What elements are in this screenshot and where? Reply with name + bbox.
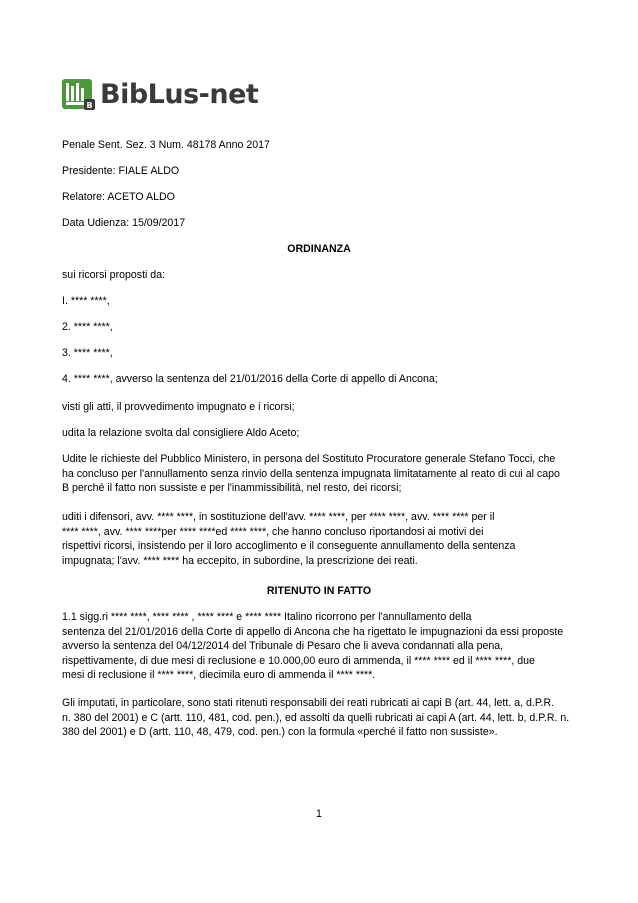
text-line: n. 380 del 2001) e C (artt. 110, 481, cod. pen.), ed assolti da quelli rubricati ai capi A (art. 44, lett. b, d.P.R. n.: [62, 711, 570, 724]
logo-wordmark: [100, 78, 259, 110]
logo-text-biblus: BibLus: [100, 78, 199, 110]
text-line: uditi i difensori, avv. **** ****, in sostituzione dell'avv. **** ****, per **** ****, avv. **** **** per il: [62, 511, 495, 523]
text-line: 380 del 2001) e D (artt. 110, 48, 479, cod. pen.) con la formula «perché il fatto non sussiste».: [62, 726, 498, 739]
sentence-reference: Penale Sent. Sez. 3 Num. 48178 Anno 2017: [62, 139, 270, 151]
paragraph-udita: udita la relazione svolta dal consigliere Aldo Aceto;: [62, 427, 300, 439]
paragraph-1-1: [62, 610, 576, 683]
text-line: Udite le richieste del Pubblico Ministero, in persona del Sostituto Procuratore generale Stefano Tocci, che: [62, 453, 556, 465]
page-number: 1: [316, 808, 322, 820]
appellant-3: 3. **** ****,: [62, 347, 113, 359]
text-line: avverso la sentenza del 04/12/2014 del Tribunale di Pesaro che li aveva condannati alla pena,: [62, 640, 504, 653]
text-line: ha concluso per l'annullamento senza rinvio della sentenza impugnata limitatamente al reato di cui al capo: [62, 467, 560, 480]
text-line: 1.1 sigg.ri **** ****, **** **** , **** **** e **** **** Italino ricorrono per l'annullamento della: [62, 611, 472, 623]
text-line: impugnata; l'avv. **** **** ha eccepito, in subordine, la prescrizione dei reati.: [62, 554, 418, 567]
biblus-logo: [62, 76, 258, 112]
text-line: sentenza del 21/01/2016 della Corte di appello di Ancona che ha rigettato le impugnazioni da essi proposte: [62, 625, 564, 638]
appellant-4: 4. **** ****, avverso la sentenza del 21/01/2016 della Corte di appello di Ancona;: [62, 373, 438, 385]
text-line: mesi di reclusione il **** ****, diecimila euro di ammenda il **** ****.: [62, 669, 376, 682]
text-line: B perché il fatto non sussiste e per l'inammissibilità, nel resto, dei ricorsi;: [62, 482, 402, 495]
president-line: Presidente: FIALE ALDO: [62, 165, 180, 177]
paragraph-visti: visti gli atti, il provvedimento impugnato e i ricorsi;: [62, 401, 295, 413]
paragraph-imputati: [62, 696, 576, 740]
intro-line: sui ricorsi proposti da:: [62, 269, 166, 281]
section-title-ritenuto: RITENUTO IN FATTO: [266, 585, 372, 597]
text-line: **** ****, avv. **** ****per **** ****ed **** ****, che hanno concluso riportandosi ai motivi dei: [62, 525, 484, 538]
paragraph-uditi: [62, 510, 576, 568]
section-title-ordinanza: ORDINANZA: [287, 243, 351, 255]
logo-text-net: -net: [198, 78, 259, 110]
appellant-2: 2. **** ****,: [62, 321, 113, 333]
appellant-1: I. **** ****,: [62, 295, 110, 307]
svg-text:B: B: [86, 101, 93, 110]
rapporteur-line: Relatore: ACETO ALDO: [62, 191, 175, 203]
paragraph-udite: [62, 452, 576, 496]
hearing-date-line: Data Udienza: 15/09/2017: [62, 217, 186, 229]
text-line: rispettivi ricorsi, insistendo per il loro accoglimento e il conseguente annullamento della sentenza: [62, 540, 516, 553]
text-line: rispettivamente, di due mesi di reclusione e 10.000,00 euro di ammenda, il **** **** ed il **** ****, due: [62, 654, 535, 667]
text-line: Gli imputati, in particolare, sono stati ritenuti responsabili dei reati rubricati ai capi B (art. 44, lett. a, d.P.R.: [62, 697, 555, 709]
biblus-logo-icon: [62, 77, 96, 111]
